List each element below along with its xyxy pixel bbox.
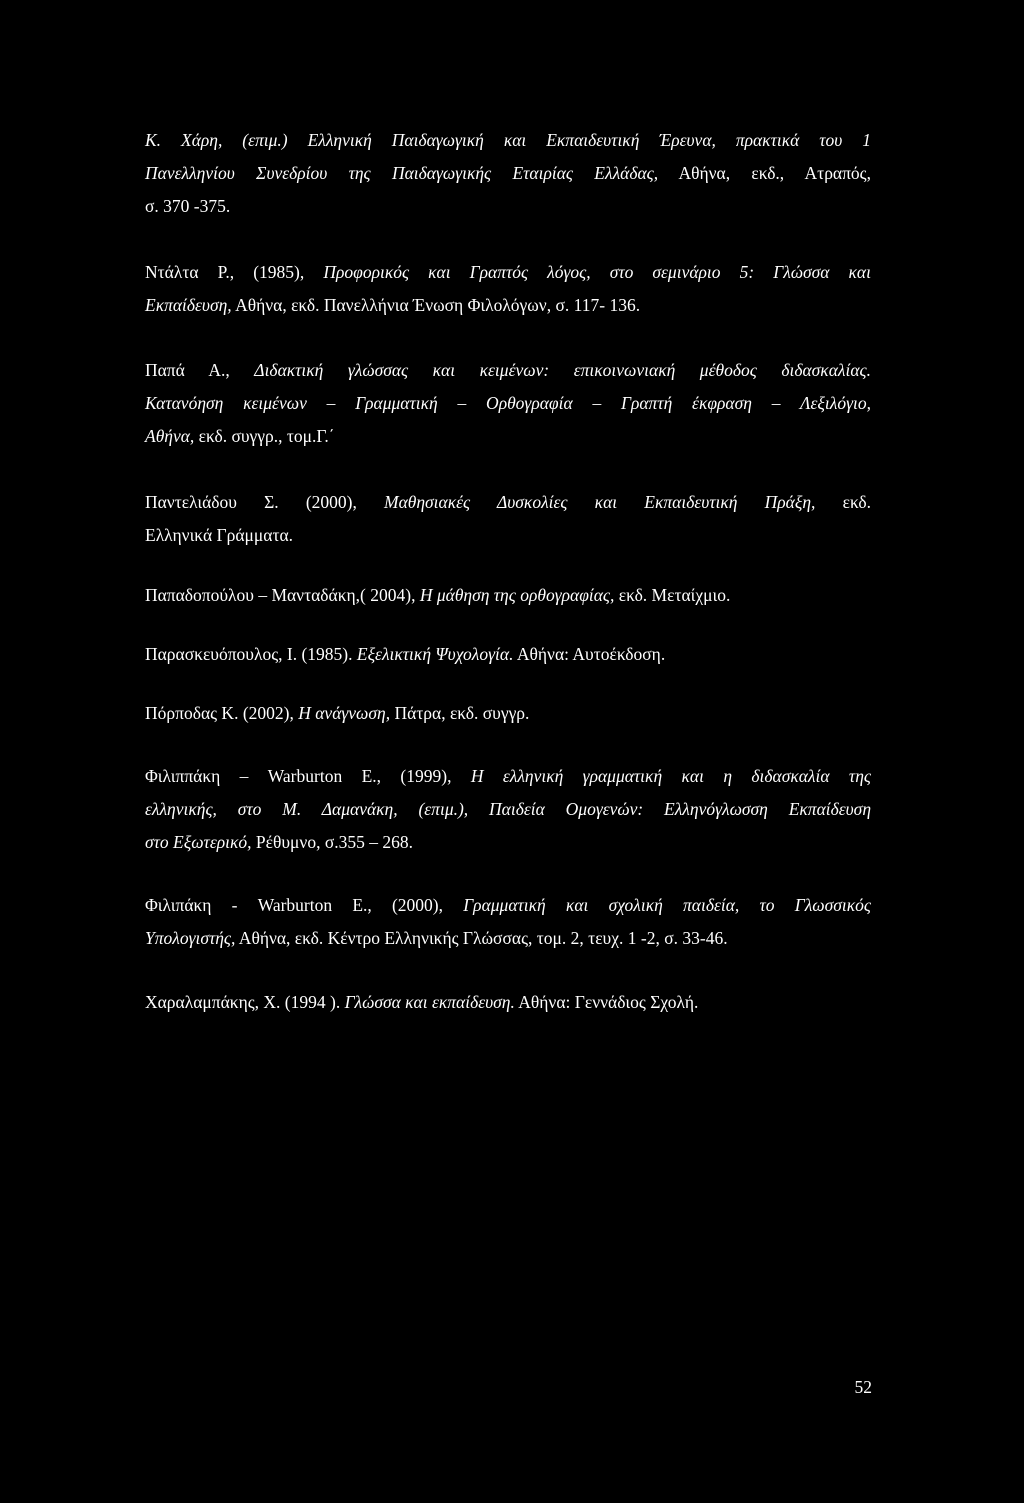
reference-entry-paraskeuopoulos <box>145 638 871 671</box>
reference-italic-text: Αθήνα, <box>145 426 195 446</box>
reference-italic-text: Η μάθηση της ορθογραφίας, <box>419 585 615 605</box>
reference-text: Αθήνα, εκδ., Ατραπός, <box>658 163 871 183</box>
reference-italic-text: Εξελικτική Ψυχολογία. <box>356 644 514 664</box>
reference-text: σ. 370 -375. <box>145 196 231 216</box>
reference-italic-text: ελληνικής, στο Μ. Δαμανάκη, (επιμ.), Παιδεία Ομογενών: Ελληνόγλωσση Εκπαίδευση <box>145 799 871 819</box>
reference-entry-panteliadou <box>145 486 871 552</box>
reference-entry-filipaki-2000 <box>145 889 871 955</box>
reference-text: εκδ. Μεταίχμιο. <box>614 585 731 605</box>
reference-text: εκδ. <box>815 492 871 512</box>
reference-text: Αθήνα: Γεννάδιος Σχολή. <box>514 992 699 1012</box>
reference-line <box>145 289 871 322</box>
reference-text: Παντελιάδου Σ. (2000), <box>145 492 385 512</box>
reference-text: εκδ. συγγρ., τομ.Γ.΄ <box>194 426 335 446</box>
reference-entry-ntalta <box>145 256 871 322</box>
reference-line <box>145 986 871 1019</box>
reference-text: Φιλιππάκη – Warburton Ε., (1999), <box>145 766 471 786</box>
reference-text: Ελληνικά Γράμματα. <box>145 525 294 545</box>
reference-text: Πάτρα, εκδ. συγγρ. <box>390 703 530 723</box>
reference-line <box>145 922 871 955</box>
reference-entry-xaralampakis <box>145 986 871 1019</box>
reference-text: Ντάλτα Ρ., (1985), <box>145 262 324 282</box>
reference-text: Αθήνα, εκδ. Κέντρο Ελληνικής Γλώσσας, τομ. 2, τευχ. 1 -2, σ. 33-46. <box>235 928 728 948</box>
reference-line <box>145 486 871 519</box>
reference-text: Παπαδοπούλου – Μανταδάκη,( 2004), <box>145 585 420 605</box>
reference-line <box>145 826 871 859</box>
reference-italic-text: στο Εξωτερικό, <box>145 832 252 852</box>
reference-italic-text: Πανελληνίου Συνεδρίου της Παιδαγωγικής Εταιρίας Ελλάδας, <box>145 163 659 183</box>
reference-text: Ρέθυμνο, σ.355 – 268. <box>251 832 413 852</box>
reference-text: Αθήνα, εκδ. Πανελλήνια Ένωση Φιλολόγων, σ. 117- 136. <box>231 295 641 315</box>
reference-text: Πόρποδας Κ. (2002), <box>145 703 299 723</box>
reference-italic-text: Η ανάγνωση, <box>298 703 391 723</box>
reference-italic-text: Γλώσσα και εκπαίδευση. <box>344 992 515 1012</box>
reference-text: Παρασκευόπουλος, Ι. (1985). <box>145 644 357 664</box>
reference-line <box>145 519 871 552</box>
reference-line <box>145 793 871 826</box>
reference-italic-text: Γραμματική και σχολική παιδεία, το Γλωσσικός <box>463 895 872 915</box>
reference-line <box>145 579 871 612</box>
reference-text: Φιλιπάκη - Warburton Ε., (2000), <box>145 895 464 915</box>
reference-italic-text: Κατανόηση κειμένων – Γραμματική – Ορθογραφία – Γραπτή έκφραση – Λεξιλόγιο, <box>145 393 871 413</box>
reference-italic-text: Διδακτική γλώσσας και κειμένων: επικοινωνιακή μέθοδος διδασκαλίας. <box>254 360 871 380</box>
reference-line <box>145 157 871 190</box>
reference-line <box>145 420 871 453</box>
reference-entry-papadopoulou <box>145 579 871 612</box>
reference-line <box>145 124 871 157</box>
reference-line <box>145 697 871 730</box>
reference-entry-filippaki-1999 <box>145 760 871 859</box>
reference-italic-text: Κ. Χάρη, (επιμ.) Ελληνική Παιδαγωγική και Εκπαιδευτική Έρευνα, πρακτικά του 1 <box>145 130 871 150</box>
reference-italic-text: Εκπαίδευση, <box>145 295 232 315</box>
reference-italic-text: Μαθησιακές Δυσκολίες και Εκπαιδευτική Πράξη, <box>384 492 816 512</box>
reference-line <box>145 387 871 420</box>
reference-line <box>145 760 871 793</box>
reference-italic-text: Η ελληνική γραμματική και η διδασκαλία της <box>470 766 871 786</box>
reference-line <box>145 354 871 387</box>
reference-text: Αθήνα: Αυτοέκδοση. <box>513 644 666 664</box>
reference-line <box>145 638 871 671</box>
reference-italic-text: Προφορικός και Γραπτός λόγος, στο σεμινάριο 5: Γλώσσα και <box>323 262 871 282</box>
page-number: 52 <box>854 1377 872 1397</box>
reference-entry-porpodas <box>145 697 871 730</box>
reference-entry-xari <box>145 124 871 223</box>
reference-entry-papa <box>145 354 871 453</box>
reference-line <box>145 190 871 223</box>
reference-text: Παπά Α., <box>145 360 255 380</box>
reference-italic-text: Υπολογιστής, <box>145 928 236 948</box>
reference-line <box>145 256 871 289</box>
reference-line <box>145 889 871 922</box>
reference-text: Χαραλαμπάκης, Χ. (1994 ). <box>145 992 345 1012</box>
